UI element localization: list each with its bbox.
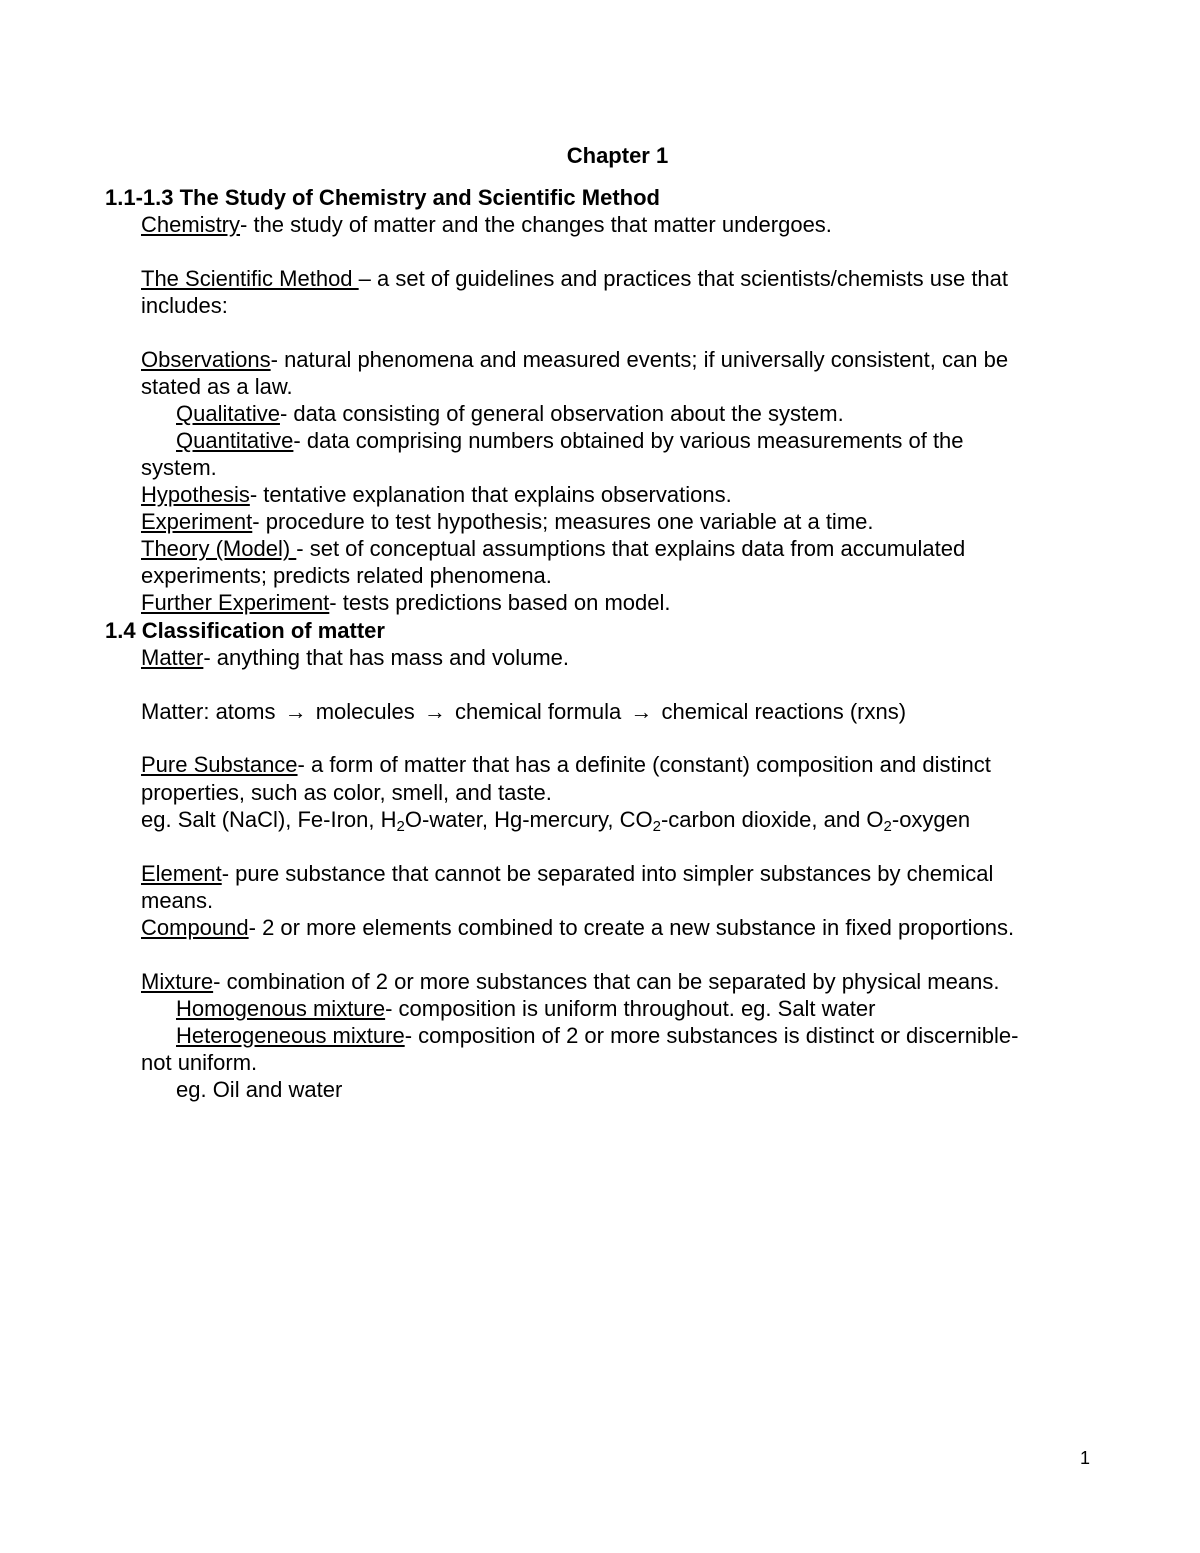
arrow-icon: → bbox=[284, 699, 307, 724]
term-further-experiment: Further Experiment bbox=[141, 590, 330, 615]
pure-substance-examples bbox=[141, 807, 970, 834]
term-element: Element bbox=[141, 861, 222, 886]
definition-scientific-method bbox=[141, 266, 1008, 293]
example-text: O-water, Hg-mercury, CO bbox=[404, 807, 653, 832]
example-text: eg. Salt (NaCl), Fe-Iron, H bbox=[141, 807, 397, 832]
chain-reactions: chemical reactions (rxns) bbox=[655, 699, 907, 724]
chain-prefix: Matter: atoms bbox=[141, 699, 276, 724]
def-compound: - 2 or more elements combined to create a new substance in fixed proportions. bbox=[248, 915, 1015, 940]
definition-compound bbox=[141, 915, 1014, 942]
term-matter: Matter bbox=[141, 645, 204, 670]
definition-quantitative bbox=[176, 428, 964, 455]
term-scientific-method: The Scientific Method bbox=[141, 266, 359, 291]
def-quantitative: - data comprising numbers obtained by various measurements of the bbox=[293, 428, 964, 453]
term-heterogeneous: Heterogeneous mixture bbox=[176, 1023, 405, 1048]
def-chemistry: - the study of matter and the changes that matter undergoes. bbox=[240, 212, 832, 237]
subscript: 2 bbox=[883, 818, 892, 835]
definition-mixture bbox=[141, 969, 999, 996]
term-pure-substance: Pure Substance bbox=[141, 752, 298, 777]
definition-heterogeneous bbox=[176, 1023, 1019, 1050]
section-heading-scientific-method: 1.1-1.3 The Study of Chemistry and Scientific Method bbox=[105, 185, 660, 210]
def-theory: - set of conceptual assumptions that explains data from accumulated bbox=[296, 536, 966, 561]
chain-molecules: molecules bbox=[309, 699, 415, 724]
definition-theory bbox=[141, 536, 965, 563]
definition-experiment bbox=[141, 509, 874, 536]
term-compound: Compound bbox=[141, 915, 249, 940]
term-qualitative: Qualitative bbox=[176, 401, 280, 426]
definition-qualitative bbox=[176, 401, 844, 428]
arrow-icon: → bbox=[630, 699, 653, 724]
def-heterogeneous: - composition of 2 or more substances is distinct or discernible- bbox=[404, 1023, 1019, 1048]
def-quantitative-cont: system. bbox=[141, 455, 217, 480]
arrow-icon: → bbox=[423, 699, 446, 724]
def-homogenous: - composition is uniform throughout. eg. Salt water bbox=[385, 996, 876, 1021]
subscript: 2 bbox=[652, 818, 661, 835]
def-scientific-method-cont: includes: bbox=[141, 293, 228, 318]
def-qualitative: - data consisting of general observation about the system. bbox=[279, 401, 844, 426]
chain-formula: chemical formula bbox=[448, 699, 622, 724]
term-hypothesis: Hypothesis bbox=[141, 482, 250, 507]
term-quantitative: Quantitative bbox=[176, 428, 294, 453]
chapter-title: Chapter 1 bbox=[566, 143, 669, 168]
definition-further-experiment bbox=[141, 590, 670, 617]
def-pure-substance: - a form of matter that has a definite (constant) composition and distinct bbox=[297, 752, 991, 777]
page-number: 1 bbox=[1080, 1448, 1091, 1468]
def-hypothesis: - tentative explanation that explains observations. bbox=[249, 482, 732, 507]
term-mixture: Mixture bbox=[141, 969, 214, 994]
matter-chain bbox=[141, 699, 906, 726]
def-observations: - natural phenomena and measured events; if universally consistent, can be bbox=[270, 347, 1009, 372]
term-homogenous: Homogenous mixture bbox=[176, 996, 386, 1021]
def-further-experiment: - tests predictions based on model. bbox=[329, 590, 671, 615]
def-mixture: - combination of 2 or more substances that can be separated by physical means. bbox=[213, 969, 1000, 994]
def-experiment: - procedure to test hypothesis; measures one variable at a time. bbox=[252, 509, 874, 534]
definition-chemistry bbox=[141, 212, 832, 239]
example-text: -carbon dioxide, and O bbox=[660, 807, 884, 832]
term-observations: Observations bbox=[141, 347, 271, 372]
definition-pure-substance bbox=[141, 752, 991, 779]
subscript: 2 bbox=[396, 818, 405, 835]
definition-observations bbox=[141, 347, 1008, 374]
def-heterogeneous-cont: not uniform. bbox=[141, 1050, 258, 1075]
def-matter: - anything that has mass and volume. bbox=[203, 645, 570, 670]
def-scientific-method: – a set of guidelines and practices that scientists/chemists use that bbox=[358, 266, 1009, 291]
def-element-cont: means. bbox=[141, 888, 214, 913]
section-heading-classification: 1.4 Classification of matter bbox=[105, 618, 385, 643]
def-observations-cont: stated as a law. bbox=[141, 374, 293, 399]
definition-hypothesis bbox=[141, 482, 732, 509]
definition-element bbox=[141, 861, 993, 888]
term-chemistry: Chemistry bbox=[141, 212, 241, 237]
def-pure-substance-cont: properties, such as color, smell, and taste. bbox=[141, 780, 552, 805]
def-element: - pure substance that cannot be separated into simpler substances by chemical bbox=[221, 861, 994, 886]
definition-homogenous bbox=[176, 996, 875, 1023]
heterogeneous-example: eg. Oil and water bbox=[176, 1077, 343, 1102]
def-theory-cont: experiments; predicts related phenomena. bbox=[141, 563, 552, 588]
definition-matter bbox=[141, 645, 569, 672]
term-experiment: Experiment bbox=[141, 509, 253, 534]
term-theory: Theory (Model) bbox=[141, 536, 297, 561]
example-text: -oxygen bbox=[891, 807, 971, 832]
